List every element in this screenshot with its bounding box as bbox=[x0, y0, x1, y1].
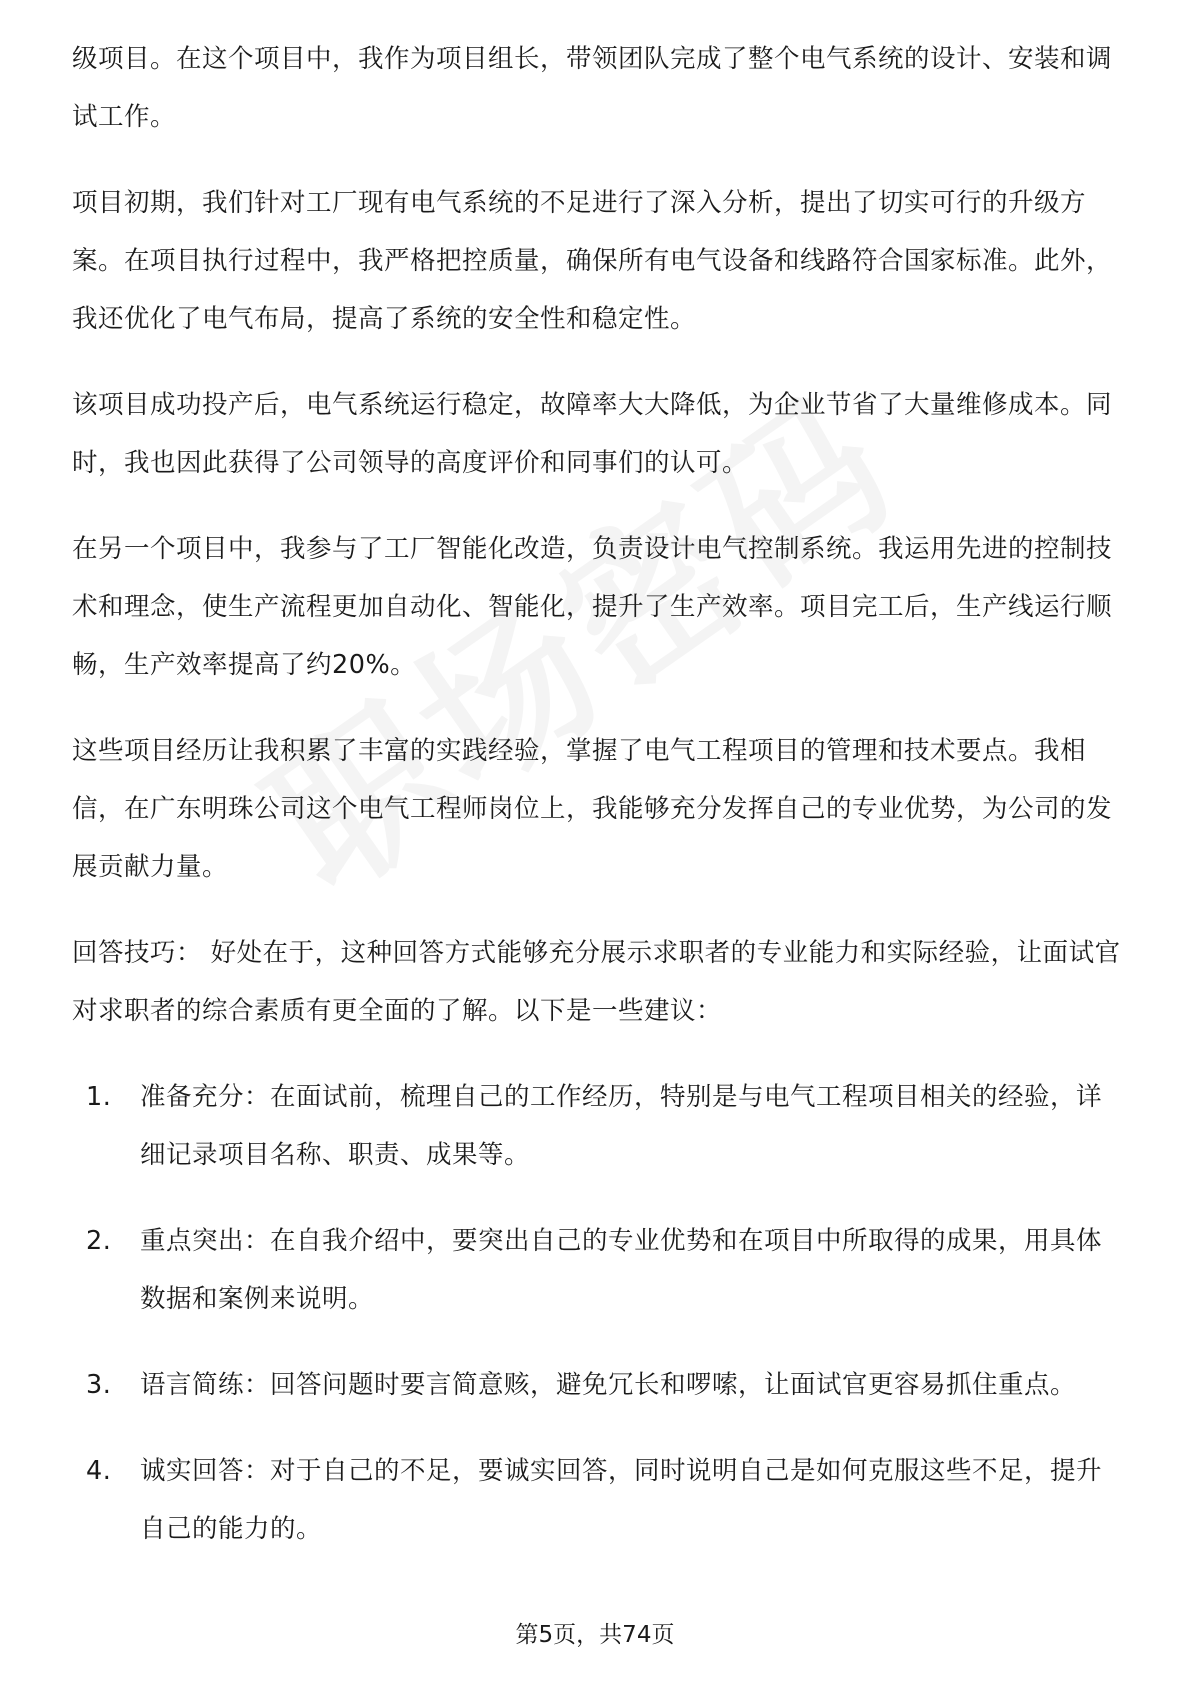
paragraph-5: 这些项目经历让我积累了丰富的实践经验，掌握了电气工程项目的管理和技术要点。我相信，在广东明珠公司这个电气工程师岗位上，我能够充分发挥自己的专业优势，为公司的发展贡献力量。 bbox=[72, 736, 1113, 882]
list-number: 4. bbox=[86, 1456, 112, 1486]
list-text: 准备充分：在面试前，梳理自己的工作经历，特别是与电气工程项目相关的经验，详细记录项目名称、职责、成果等。 bbox=[140, 1082, 1103, 1170]
list-number: 3. bbox=[86, 1370, 112, 1400]
paragraph-1: 级项目。在这个项目中，我作为项目组长，带领团队完成了整个电气系统的设计、安装和调试工作。 bbox=[72, 44, 1113, 132]
list-item bbox=[72, 1356, 1122, 1414]
paragraph-2: 项目初期，我们针对工厂现有电气系统的不足进行了深入分析，提出了切实可行的升级方案。在项目执行过程中，我严格把控质量，确保所有电气设备和线路符合国家标准。此外，我还优化了电气布局，提高了系统的安全性和稳定性。 bbox=[72, 188, 1113, 334]
page-content bbox=[72, 30, 1122, 1586]
answer-tips-intro: 回答技巧： 好处在于，这种回答方式能够充分展示求职者的专业能力和实际经验，让面试官对求职者的综合素质有更全面的了解。以下是一些建议： bbox=[72, 938, 1121, 1026]
page-number-footer: 第5页，共74页 bbox=[515, 1622, 675, 1648]
list-text: 语言简练：回答问题时要言简意赅，避免冗长和啰嗦，让面试官更容易抓住重点。 bbox=[140, 1370, 1077, 1400]
paragraph-3: 该项目成功投产后，电气系统运行稳定，故障率大大降低，为企业节省了大量维修成本。同时，我也因此获得了公司领导的高度评价和同事们的认可。 bbox=[72, 390, 1113, 478]
list-item bbox=[72, 1068, 1122, 1184]
list-text: 重点突出：在自我介绍中，要突出自己的专业优势和在项目中所取得的成果，用具体数据和案例来说明。 bbox=[140, 1226, 1103, 1314]
paragraph-4: 在另一个项目中，我参与了工厂智能化改造，负责设计电气控制系统。我运用先进的控制技术和理念，使生产流程更加自动化、智能化，提升了生产效率。项目完工后，生产线运行顺畅，生产效率提高了约20%。 bbox=[72, 534, 1113, 680]
list-item bbox=[72, 1212, 1122, 1328]
list-text: 诚实回答：对于自己的不足，要诚实回答，同时说明自己是如何克服这些不足，提升自己的能力的。 bbox=[140, 1456, 1103, 1544]
list-item bbox=[72, 1442, 1122, 1558]
tips-list bbox=[72, 1068, 1122, 1558]
list-number: 1. bbox=[86, 1082, 112, 1112]
list-number: 2. bbox=[86, 1226, 112, 1256]
